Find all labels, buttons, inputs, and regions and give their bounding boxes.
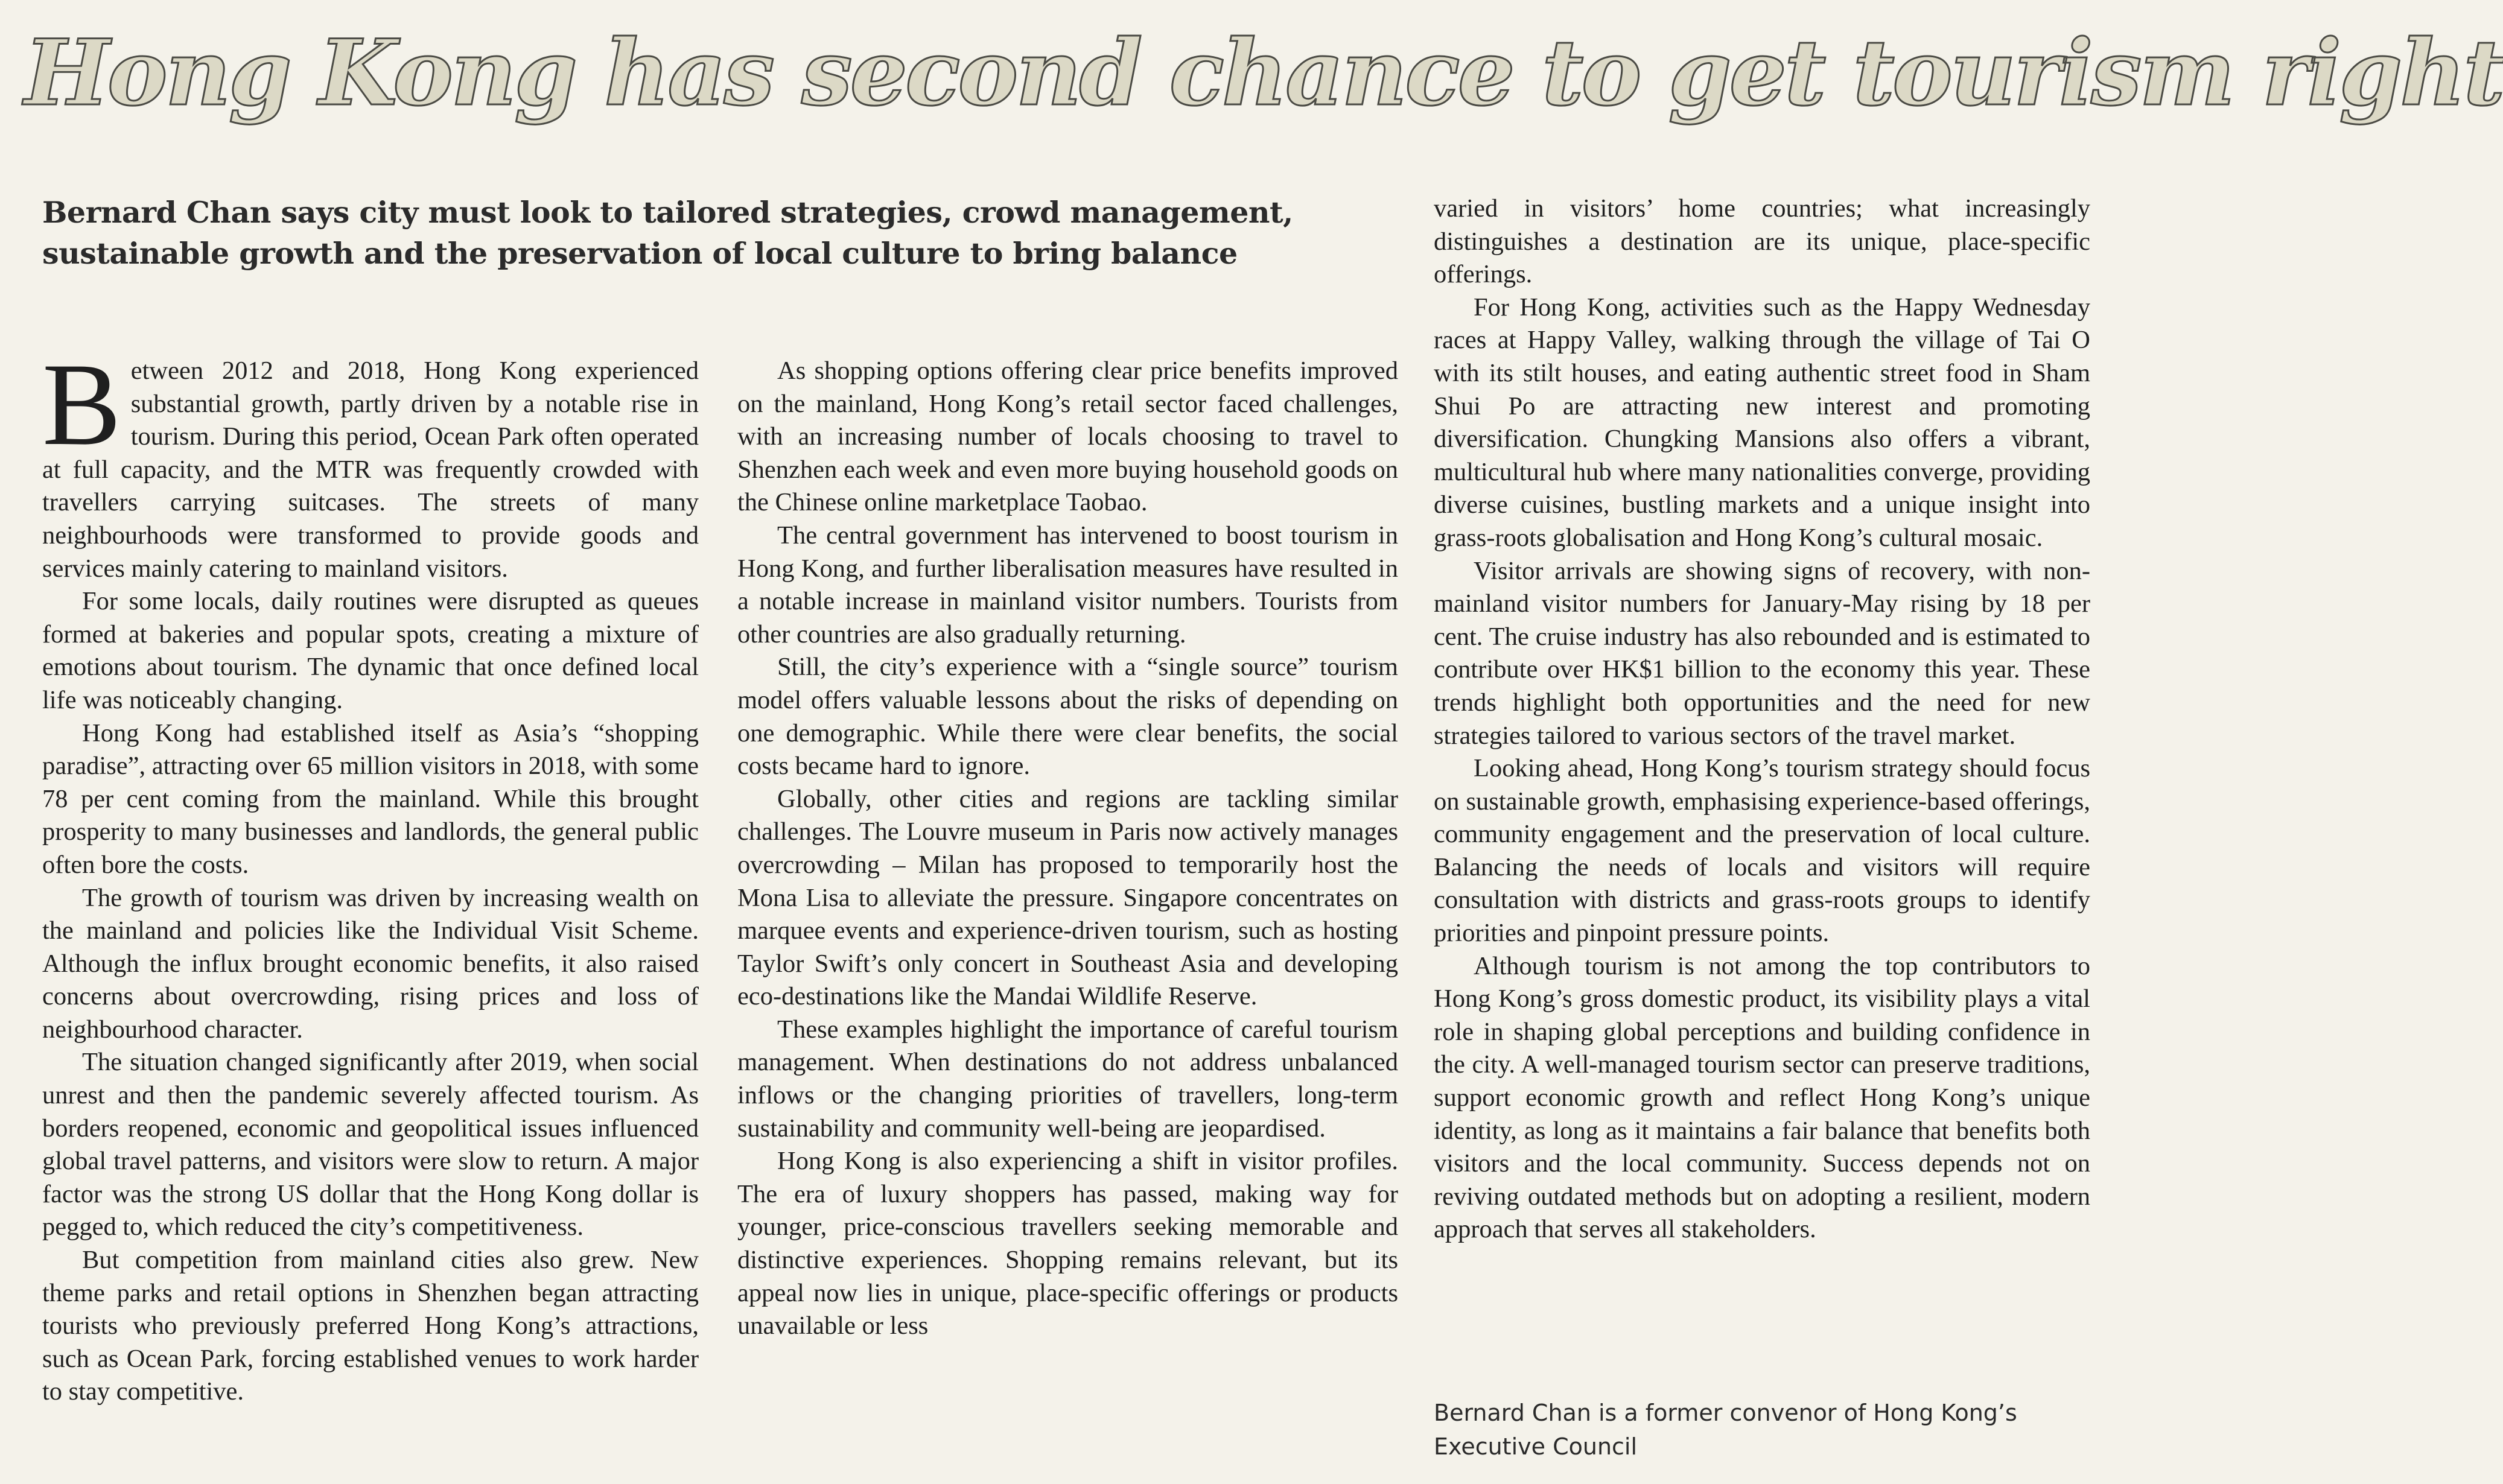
author-bio: Bernard Chan is a former convenor of Hong Kong’s Executive Council (1434, 1400, 2017, 1460)
article-paragraph: Looking ahead, Hong Kong’s tourism strategy should focus on sustainable growth, emphasising experience-based offerings, community engagement and the preservation of local culture. Balancing the needs of locals and visitors will require consultation with districts and grass-roots groups to identify priorities and pinpoint pressure points. (1434, 754, 2090, 948)
article-paragraph: As shopping options offering clear price benefits improved on the mainland, Hong Kong’s retail sector faced challenges, with an increasing number of locals choosing to travel to Shenzhen each week and even more buying household goods on the Chinese online marketplace Taobao. (737, 357, 1398, 517)
article-paragraph: For some locals, daily routines were disrupted as queues formed at bakeries and popular spots, creating a mixture of emotions about tourism. The dynamic that once defined local life was noticeably changing. (42, 587, 699, 714)
article-paragraph: The central government has intervened to boost tourism in Hong Kong, and further liberalisation measures have resulted in a notable increase in mainland visitor numbers. Tourists from other countries are also gradually returning. (737, 521, 1398, 648)
article-paragraph: For Hong Kong, activities such as the Happy Wednesday races at Happy Valley, walking through the village of Tai O with its stilt houses, and eating authentic street food in Sham Shui Po are attracting new interest and promoting diversification. Chungking Mansions also offers a vibrant, multicultural hub where many nationalities converge, providing diverse cuisines, bustling markets and a unique insight into grass-roots globalisation and Hong Kong’s cultural mosaic. (1434, 293, 2090, 552)
article-column-1 (42, 339, 699, 1409)
article-column-2 (737, 355, 1398, 1343)
article-paragraph: Globally, other cities and regions are tackling similar challenges. The Louvre museum in Paris now actively manages overcrowding – Milan has proposed to temporarily host the Mona Lisa to alleviate the pressure. Singapore concentrates on marquee events and experience-driven tourism, such as hosting Taylor Swift’s only concert in Southeast Asia and developing eco-destinations like the Mandai Wildlife Reserve. (737, 784, 1398, 1011)
article-paragraph: varied in visitors’ home countries; what increasingly distinguishes a destination are its unique, place-specific offerings. (1434, 194, 2090, 289)
article-paragraph: The situation changed significantly after 2019, when social unrest and then the pandemic severely affected tourism. As borders reopened, economic and geopolitical issues influenced global travel patterns, and visitors were slow to return. A major factor was the strong US dollar that the Hong Kong dollar is pegged to, which reduced the city’s competitiveness. (42, 1048, 699, 1241)
article-paragraph: The growth of tourism was driven by increasing wealth on the mainland and policies like the Individual Visit Scheme. Although the influx brought economic benefits, it also raised concerns about overcrowding, rising prices and loss of neighbourhood character. (42, 883, 699, 1044)
article-column-3 (1434, 192, 2090, 1246)
article-paragraph: Hong Kong is also experiencing a shift in visitor profiles. The era of luxury shoppers has passed, making way for younger, price-conscious travellers seeking memorable and distinctive experiences. Shopping remains relevant, but its appeal now lies in unique, place-specific offerings or products unavailable or less (737, 1147, 1398, 1340)
article-paragraph: Visitor arrivals are showing signs of recovery, with non-mainland visitor numbers for January-May rising by 18 per cent. The cruise industry has also rebounded and is estimated to contribute over HK$1 billion to the economy this year. These trends highlight both opportunities and the need for new strategies tailored to various sectors of the travel market. (1434, 556, 2090, 750)
paragraph-text: etween 2012 and 2018, Hong Kong experienced substantial growth, partly driven by a notable rise in tourism. During this period, Ocean Park often operated at full capacity, and the MTR was frequently crowded with travellers carrying suitcases. The streets of many neighbourhoods were transformed to provide goods and services mainly catering to mainland visitors. (42, 357, 699, 583)
article-paragraph: Still, the city’s experience with a “single source” tourism model offers valuable lessons about the risks of depending on one demographic. While there were clear benefits, the social costs became hard to ignore. (737, 653, 1398, 781)
article-paragraph: But competition from mainland cities also grew. New theme parks and retail options in Shenzhen began attracting tourists who previously preferred Hong Kong’s attractions, such as Ocean Park, forcing established venues to work harder to stay competitive. (42, 1246, 699, 1406)
article-paragraph (42, 339, 699, 585)
article-paragraph: These examples highlight the importance of careful tourism management. When destinations do not address unbalanced inflows or the changing priorities of travellers, long-term sustainability and community well-being are jeopardised. (737, 1015, 1398, 1143)
drop-cap: B (42, 339, 121, 470)
headline: Hong Kong has second chance to get tourism right (24, 20, 2503, 126)
article-paragraph: Although tourism is not among the top contributors to Hong Kong’s gross domestic product, its visibility plays a vital role in shaping global perceptions and building confidence in the city. A well-managed tourism sector can preserve traditions, support economic growth and reflect Hong Kong’s unique identity, as long as it maintains a fair balance that benefits both visitors and the local community. Success depends not on reviving outdated methods but on adopting a resilient, modern approach that serves all stakeholders. (1434, 951, 2090, 1244)
standfirst: Bernard Chan says city must look to tailored strategies, crowd management, sustainable growth and the preservation of local culture to bring balance (42, 195, 1293, 271)
article-paragraph: Hong Kong had established itself as Asia’s “shopping paradise”, attracting over 65 million visitors in 2018, with some 78 per cent coming from the mainland. While this brought prosperity to many businesses and landlords, the general public often bore the costs. (42, 718, 699, 879)
